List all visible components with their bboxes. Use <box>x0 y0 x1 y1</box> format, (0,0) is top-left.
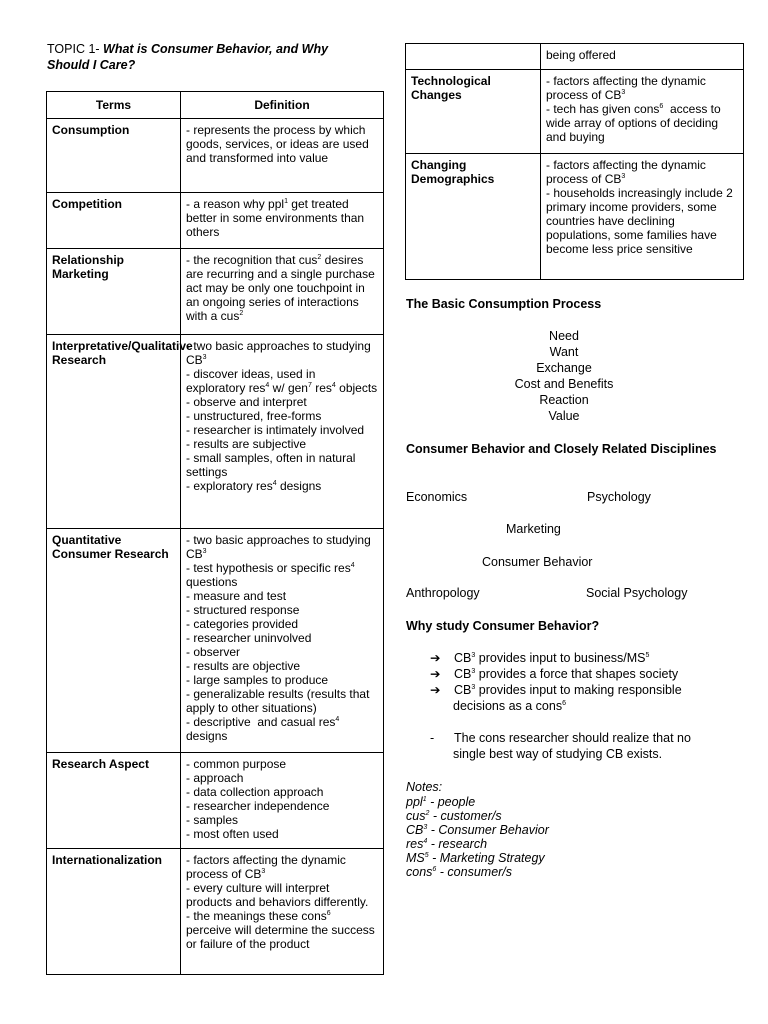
term-cell: Interpretative/Qualitative Research <box>47 335 181 529</box>
definition-line: - approach <box>186 771 244 785</box>
table-header-row <box>47 92 384 119</box>
dash-note <box>430 730 730 762</box>
terms-table <box>46 91 384 975</box>
footnote-marker: 6 <box>562 699 566 707</box>
term-cell: Technological Changes <box>406 70 541 154</box>
footnote-marker: 6 <box>659 103 664 110</box>
table-row <box>406 44 744 70</box>
definition-line: - structured response <box>186 603 300 617</box>
process-step: Want <box>549 345 579 359</box>
footnote-marker: 4 <box>272 480 277 487</box>
process-step: Exchange <box>536 361 592 375</box>
bullet-text: $CB^3$ provides a force that shapes society <box>454 667 679 681</box>
discipline-social-psychology: Social Psychology <box>586 586 688 600</box>
definition-line: - researcher is intimately involved <box>186 423 365 437</box>
table-row <box>47 849 384 975</box>
definition-line: - two basic approaches to studying $CB^3$ <box>186 339 375 367</box>
process-step: Reaction <box>539 393 589 407</box>
table-row <box>406 154 744 280</box>
table-row <box>47 753 384 849</box>
definition-line: - the recognition that cus$^2$ desires are recurring and a single purchase act may be only one touchpoint in an ongoing series of interactions with a cus$^2$ <box>186 253 379 323</box>
definition-cell <box>181 849 384 975</box>
term-cell: Internationalization <box>47 849 181 975</box>
footnote-marker: 4 <box>265 382 270 389</box>
note-item: cus$^2$ - customer/s <box>406 809 502 823</box>
definition-line: - factors affecting the dynamic process of $CB^3$ <box>546 158 710 186</box>
footnote-marker: 3 <box>202 548 207 555</box>
table-row <box>47 335 384 529</box>
definition-line: - observe and interpret <box>186 395 307 409</box>
footnote-marker: 5 <box>424 851 429 859</box>
dash-icon: - <box>430 731 435 745</box>
notes-heading: Notes: <box>406 780 443 794</box>
footnote-marker: 5 <box>645 651 650 659</box>
footnote-marker: 6 <box>326 910 331 917</box>
process-step: Cost and Benefits <box>514 377 614 391</box>
table-row <box>47 193 384 249</box>
table-row <box>406 70 744 154</box>
table-row <box>47 119 384 193</box>
footnote-marker: 3 <box>202 354 207 361</box>
footnote-marker: 3 <box>471 651 476 659</box>
definition-line: - observer <box>186 645 241 659</box>
definition-header: Definition <box>181 92 384 119</box>
definition-line: - every culture will interpret products and behaviors differently. <box>186 881 369 909</box>
bullet-text: $CB^3$ provides input to making responsible <box>454 683 682 697</box>
definition-cell <box>181 753 384 849</box>
definition-line: - unstructured, free-forms <box>186 409 322 423</box>
definition-cell <box>541 70 744 154</box>
definition-line: - results are subjective <box>186 437 307 451</box>
footnote-marker: 7 <box>307 382 312 389</box>
why-study-bullet <box>430 650 730 666</box>
why-study-bullet <box>430 682 730 714</box>
dash-note-rest: single best way of studying CB exists. <box>453 747 663 761</box>
notes-list <box>406 795 549 879</box>
note-item: cons$^6$ - consumer/s <box>406 865 513 879</box>
definition-line: - factors affecting the dynamic process of $CB^3$ <box>546 74 710 102</box>
discipline-marketing: Marketing <box>506 522 561 536</box>
footnote-marker: 3 <box>471 667 476 675</box>
definition-line: - researcher independence <box>186 799 330 813</box>
table-row <box>47 529 384 753</box>
definition-line: - households increasingly include 2 primary income providers, some countries have declining populations, some families have become less price sensitive <box>546 186 737 256</box>
definition-line: - test hypothesis or specific res$^4$ questions <box>186 561 358 589</box>
definition-cell <box>181 529 384 753</box>
terms-table-continued <box>405 43 744 280</box>
term-cell: Research Aspect <box>47 753 181 849</box>
discipline-consumer-behavior: Consumer Behavior <box>482 555 593 569</box>
footnote-marker: 2 <box>239 310 244 317</box>
footnote-marker: 3 <box>471 683 476 691</box>
process-step: Need <box>549 329 579 343</box>
arrow-right-icon: ➔ <box>430 667 441 681</box>
definition-line: - results are objective <box>186 659 301 673</box>
definition-cell <box>541 154 744 280</box>
term-cell: Relationship Marketing <box>47 249 181 335</box>
disciplines-heading: Consumer Behavior and Closely Related Disciplines <box>406 442 717 456</box>
footnote-marker: 3 <box>261 868 266 875</box>
arrow-right-icon: ➔ <box>430 651 441 665</box>
definition-line: - categories provided <box>186 617 299 631</box>
footnote-marker: 2 <box>317 254 322 261</box>
notes <box>406 780 549 879</box>
process-step: Value <box>548 409 580 423</box>
definition-line: being offered <box>546 48 616 62</box>
terms-header: Terms <box>47 92 181 119</box>
definition-cell <box>181 193 384 249</box>
why-study-heading: Why study Consumer Behavior? <box>406 619 600 633</box>
definition-line: - data collection approach <box>186 785 324 799</box>
consumption-process-heading: The Basic Consumption Process <box>406 297 602 311</box>
definition-line: - two basic approaches to studying $CB^3$ <box>186 533 375 561</box>
term-cell: Changing Demographics <box>406 154 541 280</box>
term-cell: Quantitative Consumer Research <box>47 529 181 753</box>
footnote-marker: 4 <box>423 837 428 845</box>
term-cell <box>406 44 541 70</box>
footnote-marker: 2 <box>425 809 430 817</box>
definition-line: - factors affecting the dynamic process of $CB^3$ <box>186 853 350 881</box>
bullet-text-continued: decisions as a cons$^6$ <box>453 699 566 713</box>
definition-line: - large samples to produce <box>186 673 329 687</box>
definition-line: - descriptive and casual res$^4$ designs <box>186 715 343 743</box>
footnote-marker: 1 <box>422 795 427 803</box>
footnote-marker: 4 <box>331 382 336 389</box>
definition-cell <box>181 335 384 529</box>
discipline-economics: Economics <box>406 490 468 504</box>
definition-line: - exploratory res$^4$ designs <box>186 479 322 493</box>
why-study-bullet <box>430 666 730 682</box>
footnote-marker: 4 <box>335 716 340 723</box>
footnote-marker: 3 <box>621 89 626 96</box>
bullet-text: $CB^3$ provides input to business/$MS^5$ <box>454 651 650 665</box>
definition-line: - the meanings these cons$^6$ perceive will determine the success or failure of the product <box>186 909 379 951</box>
definition-line: - common purpose <box>186 757 287 771</box>
table-row <box>47 249 384 335</box>
term-cell: Competition <box>47 193 181 249</box>
definition-line: - tech has given cons$^6$ access to wide array of options of deciding and buying <box>546 102 725 144</box>
note-item: $CB^3$ - Consumer Behavior <box>406 823 549 837</box>
definition-line: - small samples, often in natural settings <box>186 451 359 479</box>
term-cell: Consumption <box>47 119 181 193</box>
arrow-right-icon: ➔ <box>430 683 441 697</box>
page-title <box>47 41 367 73</box>
dash-note-first: The cons researcher should realize that no <box>454 731 691 745</box>
definition-line: - most often used <box>186 827 279 841</box>
title-question: What is Consumer Behavior, and Why Should I Care? <box>47 42 329 72</box>
definition-cell <box>181 249 384 335</box>
footnote-marker: 4 <box>350 562 355 569</box>
footnote-marker: 1 <box>284 198 288 205</box>
definition-line: - measure and test <box>186 589 287 603</box>
definition-cell <box>181 119 384 193</box>
note-item: ppl$^1$ - people <box>406 795 476 809</box>
definition-line: - represents the process by which goods, services, or ideas are used and transformed into value <box>186 123 373 165</box>
discipline-anthropology: Anthropology <box>406 586 480 600</box>
note-item: $MS^5$ - Marketing Strategy <box>406 851 545 865</box>
footnote-marker: 3 <box>621 173 626 180</box>
definition-line: - researcher uninvolved <box>186 631 312 645</box>
definition-line: - samples <box>186 813 239 827</box>
discipline-psychology: Psychology <box>587 490 651 504</box>
definition-line: - generalizable results (results that apply to other situations) <box>186 687 373 715</box>
footnote-marker: 3 <box>423 823 428 831</box>
definition-line: - a reason why ppl$^1$ get treated better in some environments than others <box>186 197 368 239</box>
footnote-marker: 6 <box>432 865 437 873</box>
title-prefix: TOPIC 1- <box>47 42 104 56</box>
definition-cell <box>541 44 744 70</box>
note-item: res$^4$ - research <box>406 837 488 851</box>
definition-line: - discover ideas, used in exploratory res$^4$ w/ gen$^7$ res$^4$ objects <box>186 367 378 395</box>
